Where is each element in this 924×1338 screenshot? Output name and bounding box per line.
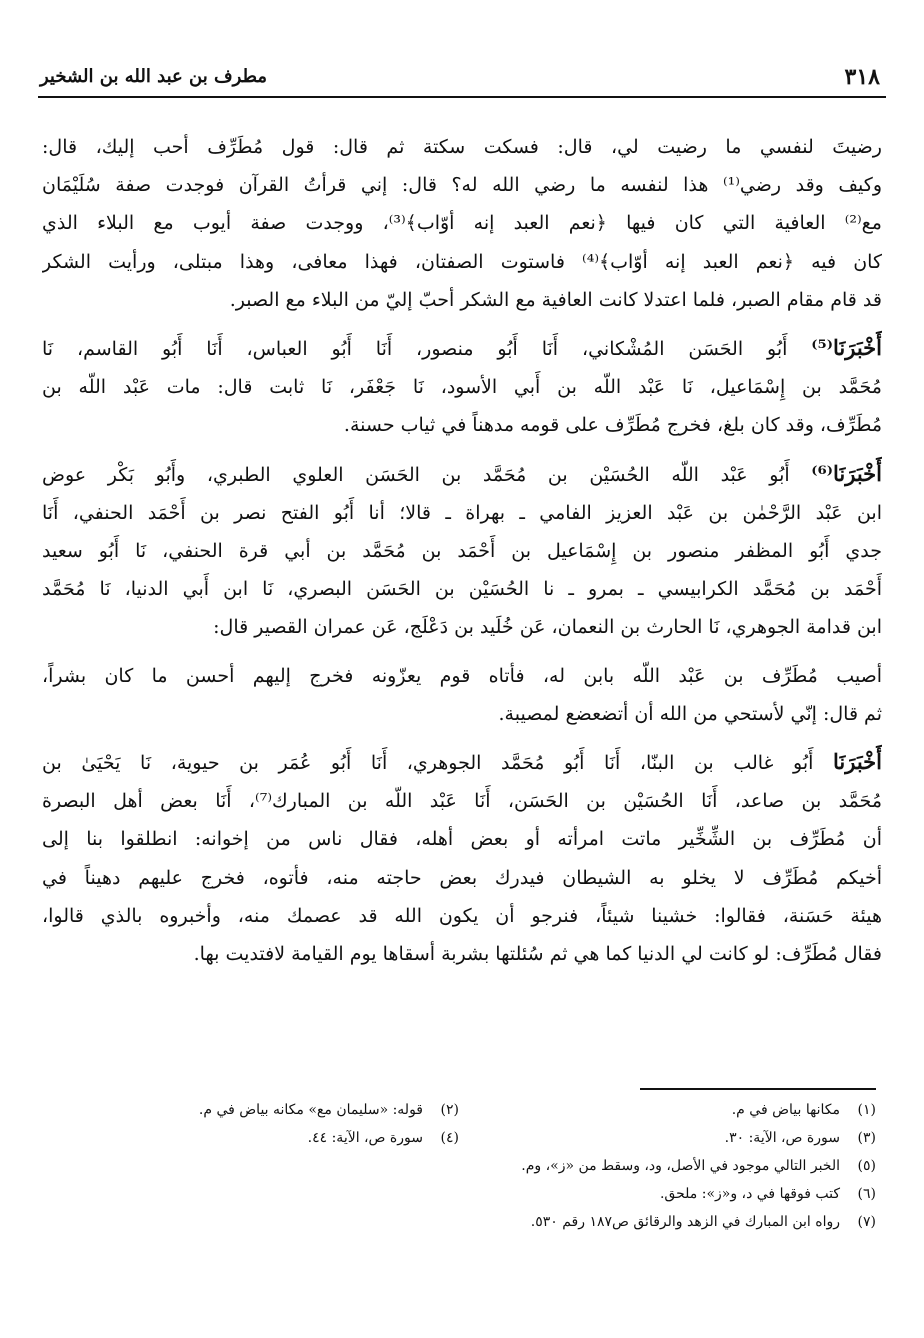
footnote-text: رواه ابن المبارك في الزهد والرقائق ص١٨٧ رقم ٥٣٠. (530, 1214, 840, 1230)
footnote-text: سورة ص، الآية: ٣٠. (724, 1130, 840, 1146)
text-line (42, 455, 882, 494)
text-line: أصيب مُطَرِّف بن عَبْد اللّه بابن له، فأتاه قوم يعزّونه فخرج إليهم أحسن ما كان بشراً، (42, 664, 882, 687)
footnote-text: سورة ص، الآية: ٤٤. (307, 1130, 423, 1146)
footnote (459, 1124, 876, 1152)
footnote-number: (٤) (440, 1130, 459, 1146)
footnotes (42, 1096, 876, 1236)
footnote-row (42, 1096, 876, 1124)
text-line: قد قام مقام الصبر، فلما اعتدلا كانت العافية مع الشكر أحبّ إليّ من البلاء مع الصبر. (229, 288, 882, 311)
paragraph (42, 657, 882, 733)
footnote-number: (٦) (857, 1186, 876, 1202)
footnote-text: كتب فوقها في د، و«ز»: ملحق. (659, 1186, 840, 1202)
footnote (42, 1152, 876, 1180)
text-line: مُحَمَّد بن صاعد، أَنَا الحُسَيْن بن الحَسَن، أَنَا عَبْد اللّه بن المبارك⁽⁷⁾، أَنَا بعض أهل البصرة (42, 790, 882, 813)
paragraph (42, 743, 882, 973)
text-line: مُحَمَّد بن إِسْمَاعيل، نَا عَبْد اللّه بن أَبي الأسود، نَا جَعْفَر، نَا ثابت قال: مات عَبْد اللّه بن (42, 376, 882, 399)
footnote (42, 1124, 459, 1152)
footnote-number: (٢) (440, 1102, 459, 1118)
footnote-row (42, 1124, 876, 1152)
text-line-rest: أَبُو غالب بن البنّا، أَنَا أَبُو مُحَمَّد الجوهري، أَنَا أَبُو عُمَر بن حيوية، نَا يَحْيَىٰ بن (42, 752, 834, 775)
text-line: مع⁽²⁾ العافية التي كان فيها ﴿نعم العبد إنه أوّاب﴾⁽³⁾، ووجدت صفة أيوب مع البلاء الذي (42, 212, 882, 235)
text-line: وكيف وقد رضي⁽¹⁾ هذا لنفسه ما رضي الله له؟ قال: إني قرأتُ القرآن فوجدت صفة سُلَيْمَان (42, 174, 882, 197)
text-line (42, 743, 882, 782)
chain-lead-word: أَخْبَرَنَا⁽⁵⁾ (811, 335, 882, 361)
page-header (38, 60, 886, 98)
page-number: ٣١٨ (844, 64, 880, 90)
footnote-number: (٥) (857, 1158, 876, 1174)
footnote-row (42, 1180, 876, 1208)
footnote (459, 1096, 876, 1124)
text-line-rest: أَبُو الحَسَن المُشْكاني، أَنَا أَبُو منصور، أَنَا أَبُو العباس، أَنَا أَبُو القاسم، نَا (42, 338, 812, 361)
footnote-number: (١) (857, 1102, 876, 1118)
text-line (42, 329, 882, 368)
text-line: كان فيه ﴿نعم العبد إنه أوّاب﴾⁽⁴⁾ فاستوت الصفتان، فهذا معافى، وهذا مبتلى، ورأيت الشكر (42, 250, 882, 273)
footnote-separator (640, 1088, 876, 1090)
footnote-text: قوله: «سليمان مع» مكانه بياض في م. (198, 1102, 423, 1118)
text-line: رضيتَ لنفسي ما رضيت لي، قال: فسكت سكتة ثم قال: قول مُطَرِّف أحب إليك، قال: (42, 136, 882, 158)
text-line: ابن قدامة الجوهري، نَا الحارث بن النعمان، عَن خُلَيد بن دَعْلَج، عَن عمران القصير قال: (213, 616, 882, 639)
text-line: ثم قال: إنّي لأستحي من الله أن أتضعضع لمصيبة. (498, 702, 882, 725)
text-line: أخيكم مُطَرِّف لا يخلو به الشيطان فيدرك بعض حاجته منه، فأتوه، فخرج عليهم دهيناً في (42, 866, 882, 889)
paragraph (42, 128, 882, 319)
footnote-number: (٣) (857, 1130, 876, 1146)
footnote (42, 1208, 876, 1236)
footnote-number: (٧) (857, 1214, 876, 1230)
text-line: مُطَرِّف، وقد كان بلغ، فخرج مُطَرِّف على قومه مدهناً في ثياب حسنة. (343, 414, 882, 437)
main-text (42, 128, 882, 983)
text-line: هيئة حَسَنة، فقالوا: خشينا شيئاً، فنرجو أن يكون الله قد عصمك منه، وأخبروه بالذي قالوا، (42, 904, 882, 927)
footnote-text: مكانها بياض في م. (731, 1102, 840, 1118)
text-line: أَحْمَد بن مُحَمَّد الكرابيسي ـ بمرو ـ نا الحُسَيْن بن الحَسَن البصري، نَا ابن أَبي الدنيا، نَا مُحَمَّد (42, 578, 882, 601)
paragraph (42, 455, 882, 647)
footnote (42, 1096, 459, 1124)
text-line-rest: أَبُو عَبْد اللّه الحُسَيْن بن مُحَمَّد بن الحَسَن العلوي الطبري، وأَبُو بَكْر عوض (42, 463, 812, 486)
paragraph (42, 329, 882, 445)
running-title: مطرف بن عبد الله بن الشخير (40, 66, 267, 87)
text-line: أن مُطَرِّف بن الشِّخِّير ماتت امرأته أو بعض أهله، فقال ناس من إخوانه: انطلقوا بنا إلى (42, 828, 882, 851)
text-line: ابن عَبْد الرَّحْمٰن بن عَبْد العزيز الفامي ـ بهراة ـ قالا؛ أنا أَبُو الفتح نصر بن أَحْمَد الحنفي، أَنَا (42, 501, 882, 524)
text-line: فقال مُطَرِّف: لو كانت لي الدنيا كما هي ثم سُئلتها بشربة أسقاها يوم القيامة لافتديت بها. (193, 943, 882, 966)
footnote-row (42, 1208, 876, 1236)
chain-lead-word: أَخْبَرَنَا⁽⁶⁾ (811, 460, 882, 486)
footnote (42, 1180, 876, 1208)
text-line: جدي أَبُو المظفر منصور بن إِسْمَاعيل بن أَحْمَد بن مُحَمَّد بن أبي قرة الحنفي، نَا أَبُو سعيد (42, 540, 882, 563)
footnote-row (42, 1152, 876, 1180)
footnote-text: الخبر التالي موجود في الأصل، ود، وسقط من «ز»، وم. (521, 1158, 840, 1174)
chain-lead-word: أَخْبَرَنَا (833, 749, 882, 775)
